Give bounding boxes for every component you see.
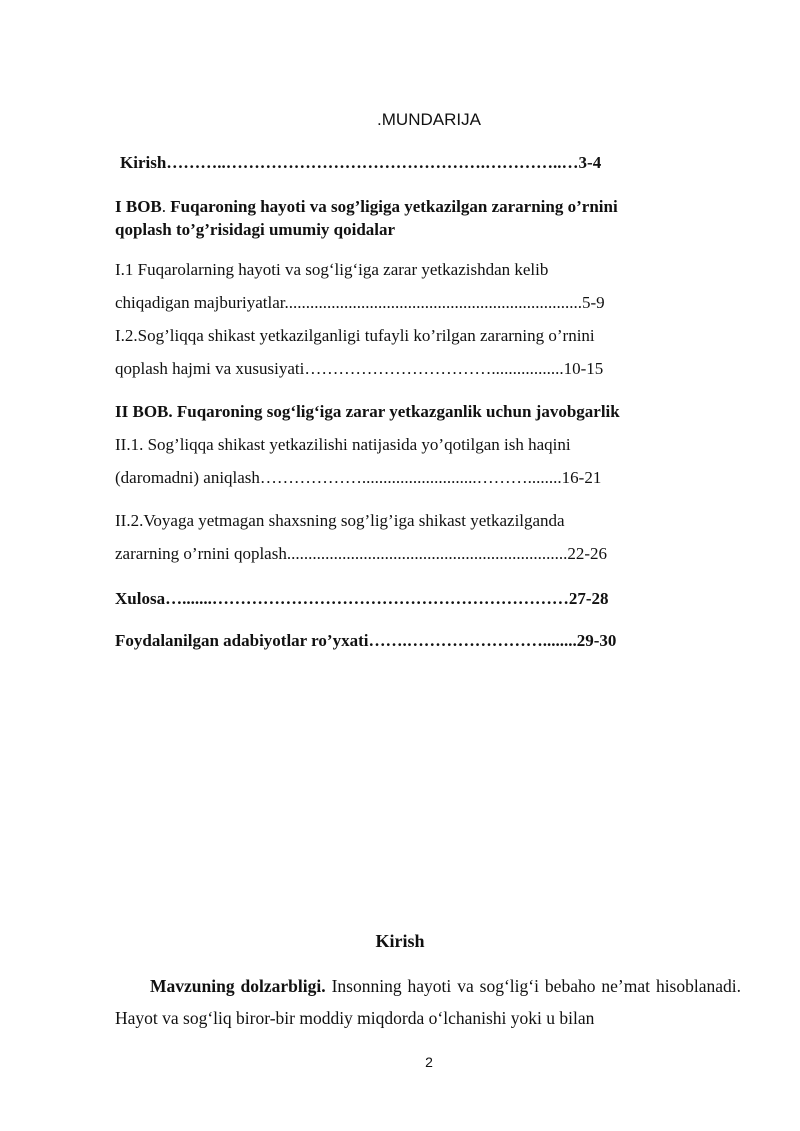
- toc-entry-2-1-line2[interactable]: (daromadni) aniqlash………………...........................………........16-21: [115, 468, 602, 487]
- toc-entry-1-1-line1[interactable]: I.1 Fuqarolarning hayoti va sog‘lig‘iga zarar yetkazishdan kelib: [115, 260, 549, 279]
- section-paragraph: [115, 970, 741, 1034]
- toc-entry-1-2-line2[interactable]: qoplash hajmi va xususiyati…………………………….................10-15: [115, 359, 604, 378]
- toc-entry-1-1-line2[interactable]: chiqadigan majburiyatlar......................................................................5-9: [115, 293, 605, 312]
- page-number: 2: [425, 1054, 433, 1070]
- toc-title: .MUNDARIJA: [377, 110, 481, 129]
- chapter-1-dot: .: [161, 197, 167, 216]
- section-title: Kirish: [375, 931, 425, 951]
- paragraph-text: Insonning hayoti va sog‘lig‘i bebaho ne’mat hisoblanadi. Hayot va sog‘liq biror-bir moddiy miqdorda o‘lchanishi yoki u bilan: [115, 976, 741, 1028]
- paragraph-lead-bold: Mavzuning dolzarbligi.: [150, 976, 326, 996]
- toc-chapter-2-title[interactable]: II BOB. Fuqaroning sog‘lig‘iga zarar yetkazganlik uchun javobgarlik: [115, 402, 620, 421]
- toc-entry-2-2-line2[interactable]: zararning o’rnini qoplash..................................................................22-26: [115, 544, 607, 563]
- toc-entry-xulosa[interactable]: Xulosa….......………………………………………………………27-28: [115, 589, 609, 608]
- chapter-1-label: I BOB: [115, 197, 162, 216]
- toc-entry-kirish[interactable]: Kirish………..……………………………………….…………..…3-4: [120, 153, 602, 172]
- chapter-1-title-line1: Fuqaroning hayoti va sog’ligiga yetkazilgan zararning o’rnini: [166, 197, 618, 216]
- toc-entry-2-1-line1[interactable]: II.1. Sog’liqqa shikast yetkazilishi natijasida yo’qotilgan ish haqini: [115, 435, 571, 454]
- toc-chapter-1-title-line2[interactable]: qoplash to’g’risidagi umumiy qoidalar: [115, 220, 396, 239]
- toc-entry-adabiyotlar[interactable]: Foydalanilgan adabiyotlar ro’yxati…….……………………........29-30: [115, 631, 617, 650]
- toc-entry-2-2-line1[interactable]: II.2.Voyaga yetmagan shaxsning sog’lig’iga shikast yetkazilganda: [115, 511, 565, 530]
- toc-entry-1-2-line1[interactable]: I.2.Sog’liqqa shikast yetkazilganligi tufayli ko’rilgan zararning o’rnini: [115, 326, 595, 345]
- toc-chapter-1-title[interactable]: [115, 197, 618, 217]
